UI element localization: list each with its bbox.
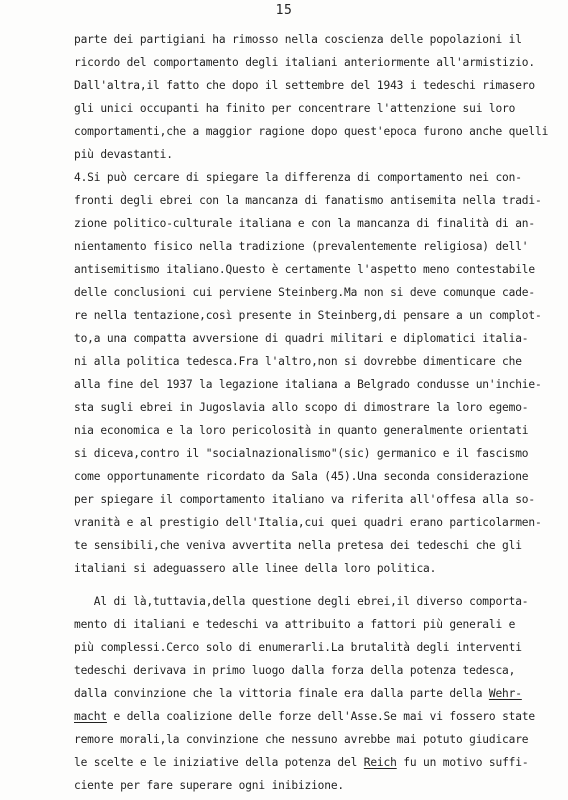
paragraph-2 <box>74 590 554 797</box>
text-line: zione politico-culturale italiana e con la mancanza di finalità di an- <box>74 217 535 230</box>
text-line: te sensibili,che veniva avvertita nella pretesa dei tedeschi che gli <box>74 539 522 552</box>
paragraph-1 <box>74 28 554 580</box>
text-line: come opportunamente ricordato da Sala (45).Una seconda considerazione <box>74 470 529 483</box>
text-line: delle conclusioni cui perviene Steinberg.Ma non si deve comunque cade- <box>74 286 535 299</box>
text-line: remore morali,la convinzione che nessuno avrebbe mai potuto giudicare <box>74 733 529 746</box>
text-line: più devastanti. <box>74 148 173 161</box>
underlined-term-reich: Reich <box>363 756 397 769</box>
text-line: sta sugli ebrei in Jugoslavia allo scopo di dimostrare la loro egemo- <box>74 401 529 414</box>
text-line: tedeschi derivava in primo luogo dalla forza della potenza tedesca, <box>74 664 516 677</box>
text-line: to,a una compatta avversione di quadri militari e diplomatici italia- <box>74 332 529 345</box>
text-line: re nella tentazione,così presente in Steinberg,di pensare a un complot- <box>74 309 542 322</box>
text-line: ricordo del comportamento degli italiani anteriormente all'armistizio. <box>74 56 535 69</box>
body-text <box>74 28 554 797</box>
text-line: più complessi.Cerco solo di enumerarli.La brutalità degli interventi <box>74 641 522 654</box>
text-line: ciente per fare superare ogni inibizione. <box>74 779 345 792</box>
text-line: antisemitismo italiano.Questo è certamente l'aspetto meno contestabile <box>74 263 535 276</box>
text-run: dalla convinzione che la vittoria finale era dalla parte della <box>74 687 489 700</box>
text-run: le scelte e le iniziative della potenza del <box>74 756 364 769</box>
text-line: mento di italiani e tedeschi va attribuito a fattori più generali e <box>74 618 516 631</box>
text-line: si diceva,contro il "socialnazionalismo"(sic) germanico e il fascismo <box>74 447 529 460</box>
text-line: italiani si adeguassero alle linee della loro politica. <box>74 562 437 575</box>
text-run: fu un motivo suffi- <box>396 756 529 769</box>
text-line: alla fine del 1937 la legazione italiana a Belgrado condusse un'inchie- <box>74 378 542 391</box>
text-line: per spiegare il comportamento italiano va riferita all'offesa alla so- <box>74 493 535 506</box>
underlined-term-macht: macht <box>74 710 107 723</box>
page-number: 15 <box>275 3 293 18</box>
paragraph-gap <box>74 580 554 590</box>
text-line: comportamenti,che a maggior ragione dopo quest'epoca furono anche quelli <box>74 125 549 138</box>
underlined-term-wehr: Wehr- <box>488 687 522 700</box>
text-line: nientamento fisico nella tradizione (prevalentemente religiosa) dell' <box>74 240 529 253</box>
text-line: Al di là,tuttavia,della questione degli ebrei,il diverso comporta- <box>74 595 529 608</box>
text-line: vranità e al prestigio dell'Italia,cui quei quadri erano particolarmen- <box>74 516 542 529</box>
text-line: ni alla politica tedesca.Fra l'altro,non si dovrebbe dimenticare che <box>74 355 522 368</box>
text-line <box>74 682 554 705</box>
text-line: Dall'altra,il fatto che dopo il settembre del 1943 i tedeschi rimasero <box>74 79 535 92</box>
text-line: parte dei partigiani ha rimosso nella coscienza delle popolazioni il <box>74 33 522 46</box>
text-run: e della coalizione delle forze dell'Asse.Se mai vi fossero state <box>106 710 535 723</box>
text-line <box>74 751 554 774</box>
text-line: nia economica e la loro pericolosità in quanto generalmente orientati <box>74 424 529 437</box>
text-line: fronti degli ebrei con la mancanza di fanatismo antisemita nella tradi- <box>74 194 542 207</box>
text-line <box>74 705 554 728</box>
text-line: gli unici occupanti ha finito per concentrare l'attenzione sui loro <box>74 102 516 115</box>
text-line: 4.Si può cercare di spiegare la differenza di comportamento nei con- <box>74 171 522 184</box>
